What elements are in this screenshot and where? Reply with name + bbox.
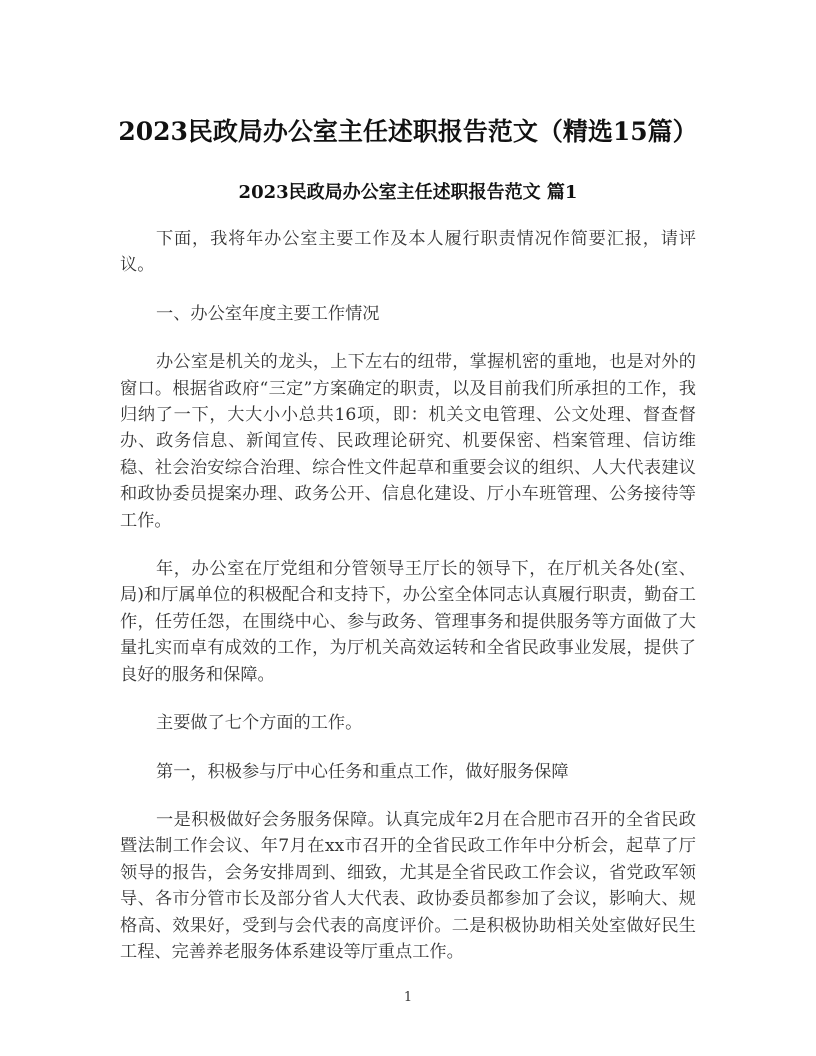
section-heading: 2023民政局办公室主任述职报告范文 篇1 bbox=[238, 182, 578, 203]
paragraph: 办公室是机关的龙头，上下左右的纽带，掌握机密的重地，也是对外的窗口。根据省政府“三定”方案确定的职责，以及目前我们所承担的工作，我归纳了一下，大大小小总共16项，即：机关文电管理、公文处理、督查督办、政务信息、新闻宣传、民政理论研究、机要保密、档案管理、信访维稳、社会治安综合治理、综合性文件起草和重要会议的组织、人大代表建议和政协委员提案办理、政务公开、信息化建设、厅小车班管理、公务接待等工作。 bbox=[120, 352, 696, 531]
paragraph-intro: 下面，我将年办公室主要工作及本人履行职责情况作简要汇报，请评议。 bbox=[120, 229, 696, 276]
paragraph-heading-2: 第一，积极参与厅中心任务和重点工作，做好服务保障 bbox=[156, 761, 569, 782]
paragraph: 主要做了七个方面的工作。 bbox=[156, 713, 363, 734]
document-title: 2023民政局办公室主任述职报告范文（精选15篇） bbox=[118, 117, 698, 146]
document-body bbox=[120, 226, 696, 987]
page-number: 1 bbox=[403, 990, 413, 1005]
paragraph-heading-1: 一、办公室年度主要工作情况 bbox=[156, 303, 380, 324]
paragraph: 年，办公室在厅党组和分管领导王厅长的领导下，在厅机关各处(室、局)和厅属单位的积极配合和支持下，办公室全体同志认真履行职责，勤奋工作，任劳任怨，在围绕中心、参与政务、管理事务和提供服务等方面做了大量扎实而卓有成效的工作，为厅机关高效运转和全省民政事业发展，提供了良好的服务和保障。 bbox=[120, 559, 696, 685]
paragraph: 一是积极做好会务服务保障。认真完成年2月在合肥市召开的全省民政暨法制工作会议、年7月在xx市召开的全省民政工作年中分析会，起草了厅领导的报告，会务安排周到、细致，尤其是全省民政工作会议，省党政军领导、各市分管市长及部分省人大代表、政协委员都参加了会议，影响大、规格高、效果好，受到与会代表的高度评价。二是积极协助相关处室做好民生工程、完善养老服务体系建设等厅重点工作。 bbox=[120, 809, 696, 962]
